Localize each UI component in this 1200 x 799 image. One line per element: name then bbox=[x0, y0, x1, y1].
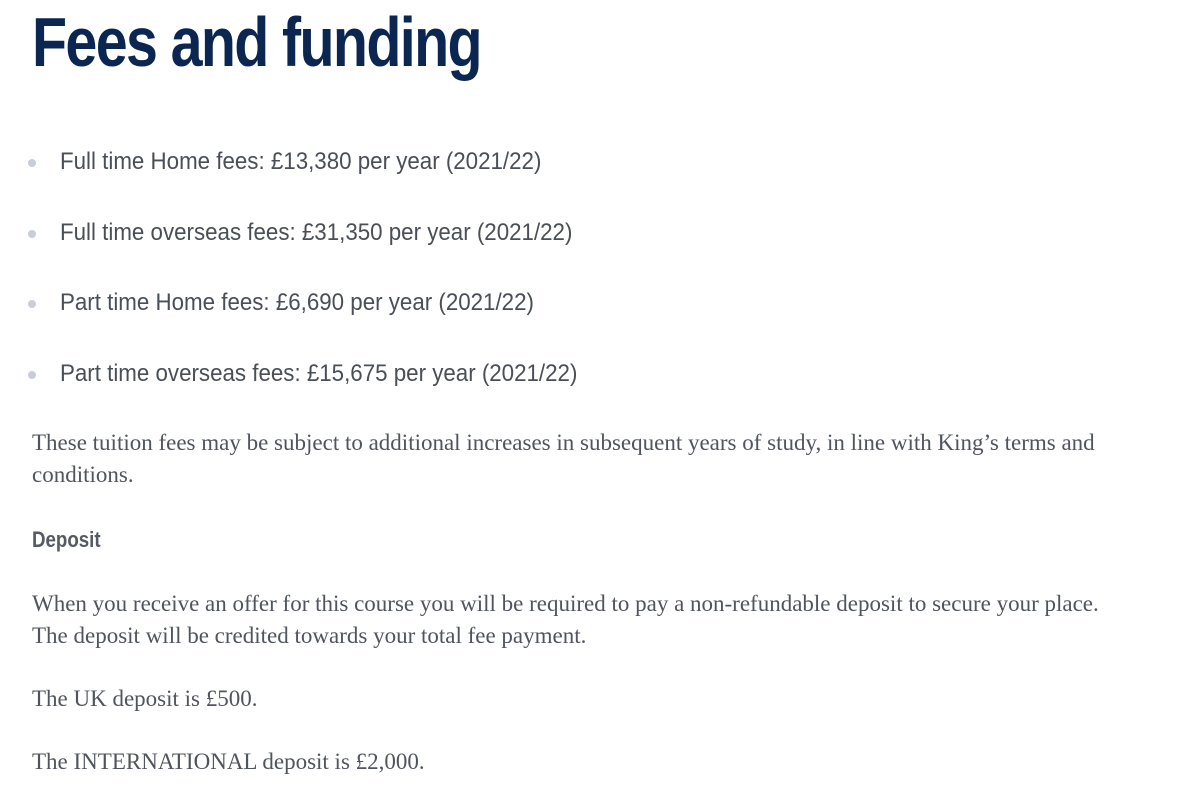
bullet-icon bbox=[28, 371, 36, 379]
fee-text: Full time overseas fees: £31,350 per year (2021/22) bbox=[60, 218, 573, 246]
uk-deposit-text: The UK deposit is £500. bbox=[32, 686, 258, 711]
fee-text: Full time Home fees: £13,380 per year (2021/22) bbox=[60, 148, 542, 175]
bullet-icon bbox=[28, 159, 36, 167]
fee-text: Part time Home fees: £6,690 per year (2021/22) bbox=[60, 289, 534, 316]
international-deposit-text: The INTERNATIONAL deposit is £2,000. bbox=[32, 749, 425, 774]
page-title: Fees and funding bbox=[32, 3, 481, 81]
fee-list-item bbox=[28, 140, 616, 211]
fee-increase-note: These tuition fees may be subject to additional increases in subsequent years of study, in line with King’s terms and conditions. bbox=[32, 430, 1095, 487]
fee-list-item bbox=[28, 352, 616, 423]
bullet-icon bbox=[28, 230, 36, 238]
deposit-heading: Deposit bbox=[32, 527, 101, 552]
bullet-icon bbox=[28, 300, 36, 308]
fee-list-item bbox=[28, 281, 616, 352]
fee-list-item bbox=[28, 211, 616, 282]
fee-text: Part time overseas fees: £15,675 per year (2021/22) bbox=[60, 359, 578, 387]
fee-list bbox=[28, 140, 616, 422]
deposit-offer-text: When you receive an offer for this course you will be required to pay a non-refundable deposit to secure your place. The deposit will be credited towards your total fee payment. bbox=[32, 591, 1099, 648]
